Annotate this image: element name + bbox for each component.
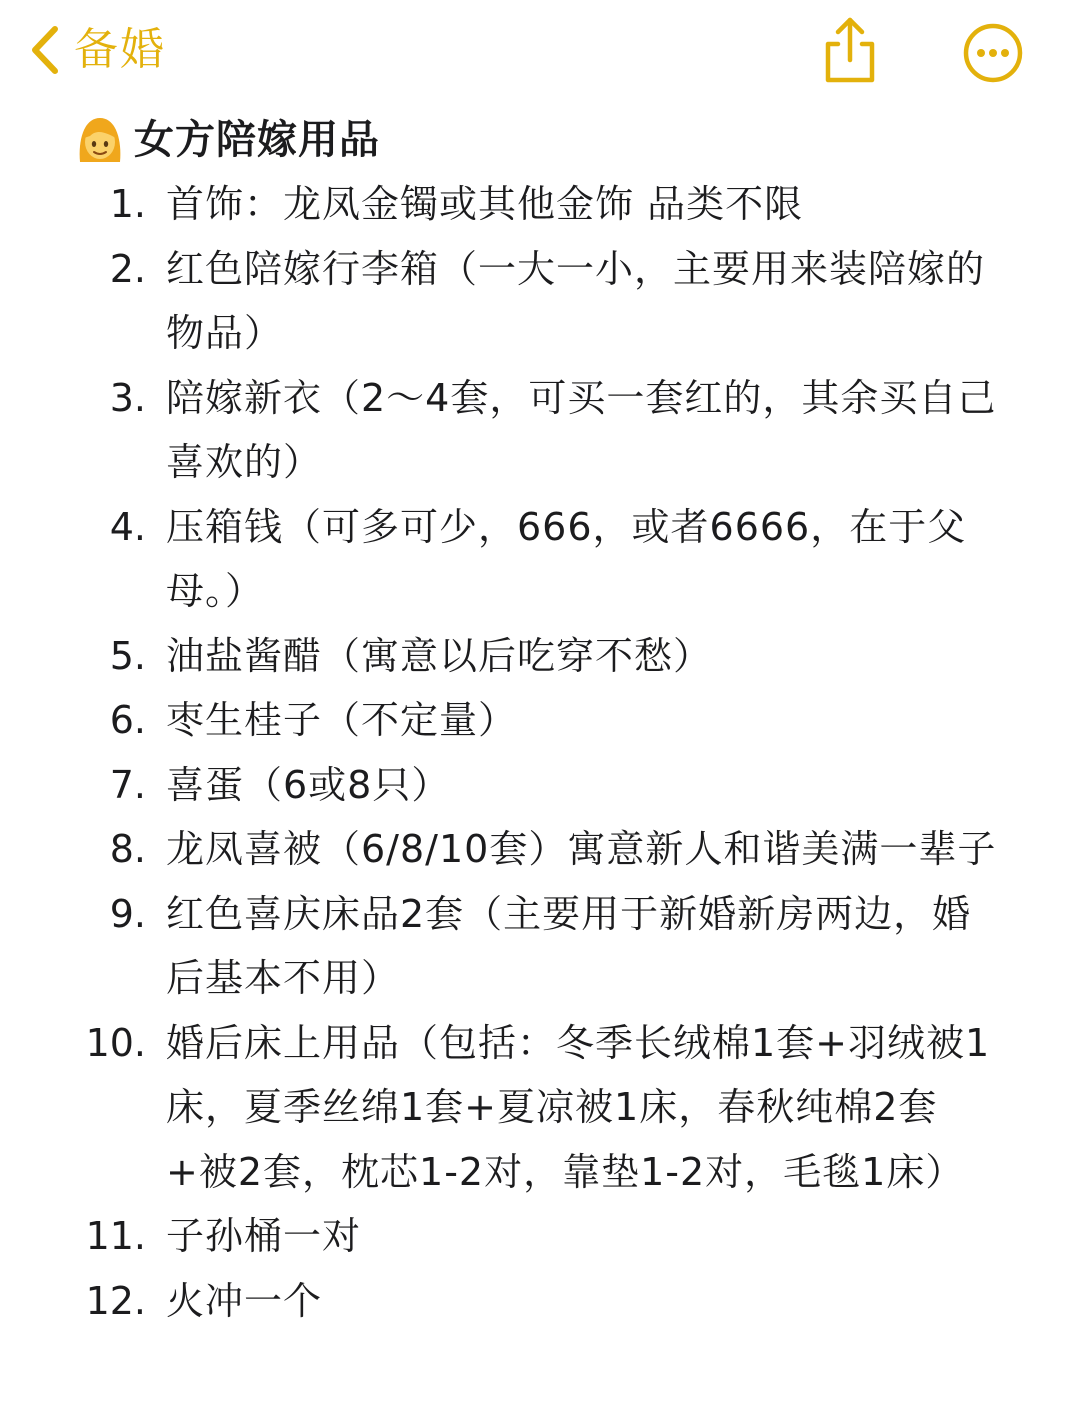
list-item	[0, 688, 1080, 753]
list-item	[0, 1204, 1080, 1269]
list-item	[0, 366, 1080, 495]
list-item-text: 红色陪嫁行李箱（一大一小，主要用来装陪嫁的物品）	[166, 246, 986, 355]
more-button[interactable]	[962, 22, 1024, 84]
list-item-number: 11.	[85, 1214, 146, 1258]
chevron-left-icon	[30, 25, 60, 75]
list-item-number: 7.	[109, 762, 146, 807]
list-item-number: 5.	[109, 633, 146, 678]
list-item-text: 红色喜庆床品2套（主要用于新婚新房两边，婚后基本不用）	[166, 891, 972, 1000]
note-heading	[72, 112, 380, 168]
list-item-text: 子孙桶一对	[166, 1214, 362, 1258]
list-item-text: 陪嫁新衣（2～4套，可买一套红的，其余买自己喜欢的）	[166, 375, 997, 484]
back-label: 备婚	[74, 24, 166, 75]
back-button[interactable]	[30, 22, 166, 78]
list-item	[0, 1269, 1080, 1334]
navigation-bar	[0, 0, 1080, 100]
list-item-text: 婚后床上用品（包括：冬季长绒棉1套+羽绒被1床，夏季丝绵1套+夏凉被1床，春秋纯棉2套+被2套，枕芯1-2对，靠垫1-2对，毛毯1床）	[166, 1020, 991, 1194]
list-item-number: 6.	[109, 698, 146, 742]
list-item-text: 火冲一个	[166, 1278, 323, 1323]
list-item-text: 枣生桂子（不定量）	[166, 698, 518, 742]
more-icon	[962, 22, 1024, 84]
list-item	[0, 237, 1080, 366]
list-item-text: 油盐酱醋（寓意以后吃穿不愁）	[166, 633, 713, 678]
list-item-number: 1.	[109, 182, 146, 226]
list-item-text: 喜蛋（6或8只）	[166, 762, 451, 807]
list-item-text: 龙凤喜被（6/8/10套）寓意新人和谐美满一辈子	[166, 827, 997, 871]
list-item-number: 3.	[109, 375, 146, 420]
note-heading-text: 女方陪嫁用品	[134, 117, 380, 163]
list-item	[0, 624, 1080, 689]
list-item-number: 8.	[109, 827, 146, 871]
list-item-text: 首饰：龙凤金镯或其他金饰 品类不限	[166, 182, 804, 226]
list-item	[0, 1011, 1080, 1205]
list-item-number: 4.	[109, 504, 146, 549]
list-item	[0, 495, 1080, 624]
list-item-number: 12.	[85, 1278, 146, 1323]
list-item	[0, 753, 1080, 818]
list-item-text: 压箱钱（可多可少，666，或者6666，在于父母。）	[166, 504, 967, 613]
share-button[interactable]	[818, 14, 882, 86]
list-item	[0, 172, 1080, 237]
share-icon	[818, 14, 882, 86]
woman-emoji-icon	[72, 112, 128, 168]
list-item-number: 10.	[85, 1020, 146, 1065]
list-item-number: 9.	[109, 891, 146, 936]
item-list	[0, 172, 1080, 1333]
list-item	[0, 882, 1080, 1011]
list-item-number: 2.	[109, 246, 146, 291]
list-item	[0, 817, 1080, 882]
